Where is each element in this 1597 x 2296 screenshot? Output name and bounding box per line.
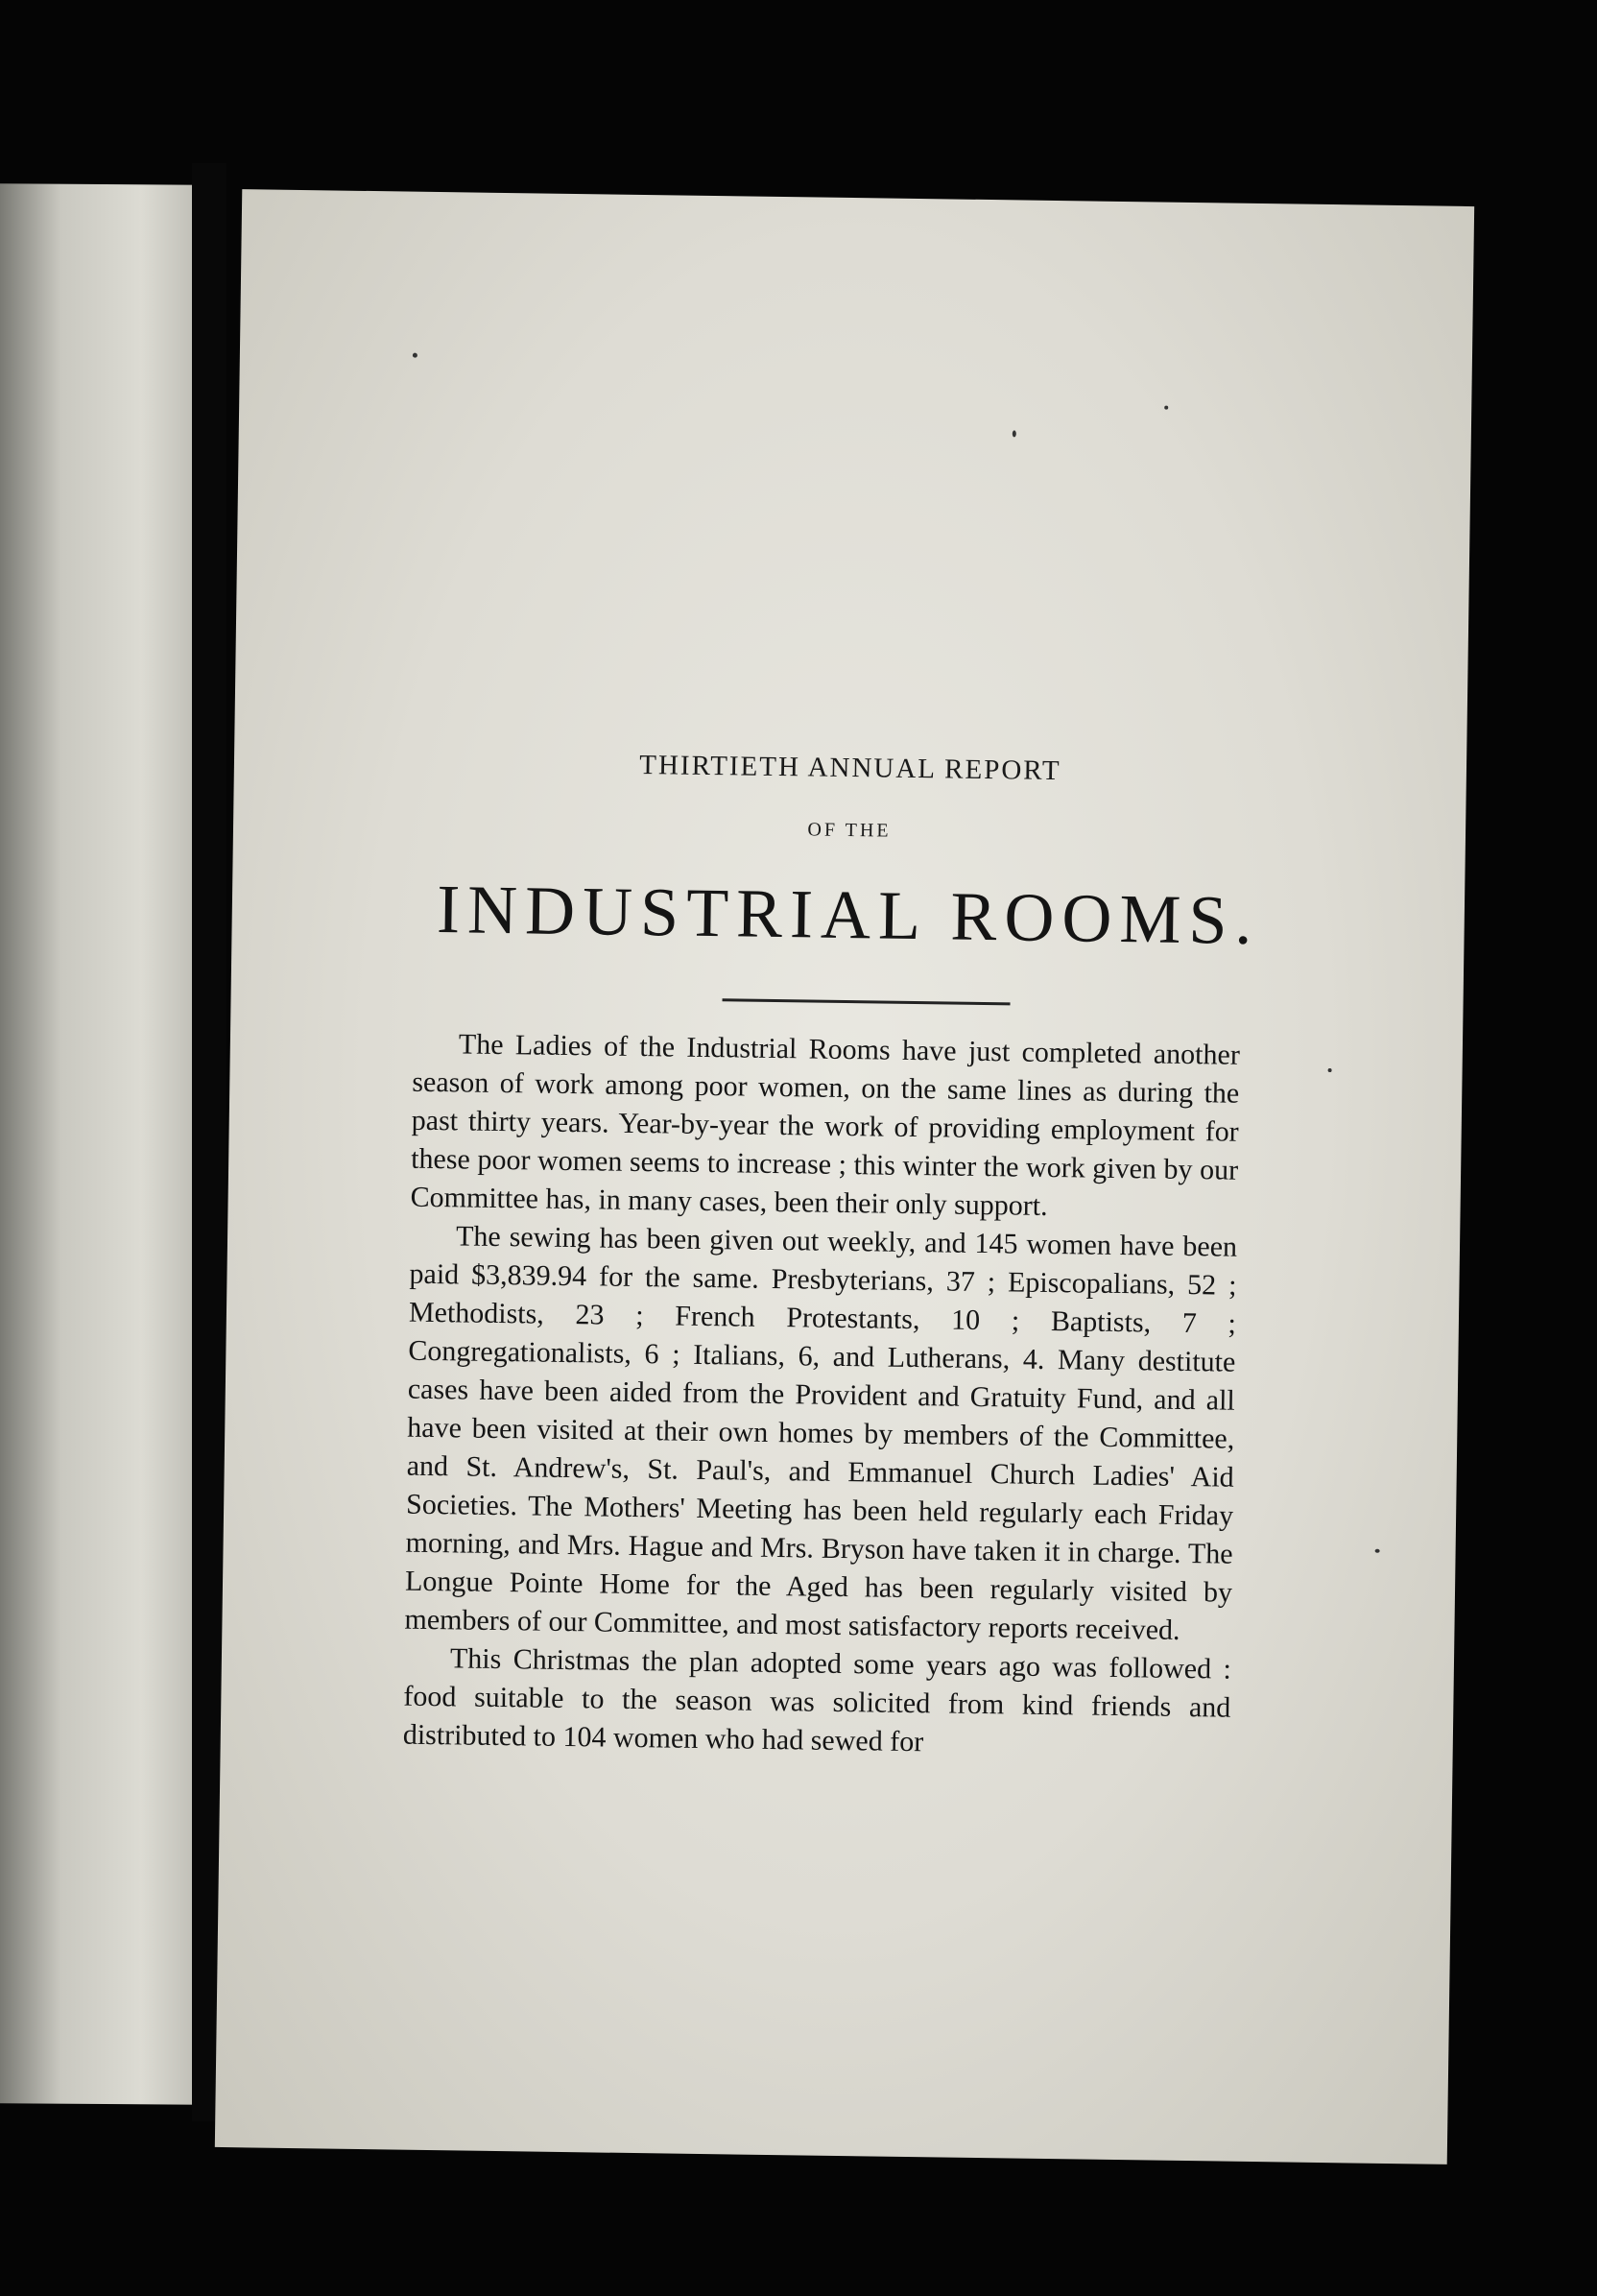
paragraph-3: This Christmas the plan adopted some years ago was followed : food suitable to the season was solicited from kind friends and distributed to 104 women who had sewed for [402,1642,1232,1758]
paragraph-2: The sewing has been given out weekly, and 145 women have been paid $3,839.94 for the same. Presbyterians, 37 ; Episcopalians, 52 ; Methodists, 23 ; French Protestants, 10 ; Baptists, 7 ; Congregationalists, 6 ; Italians, 6, and Lutherans, 4. Many destitute cases have been aided from the Provident and Gratuity Fund, and all have been visited at their own homes by members of the Committee, and St. Andrew's, St. Paul's, and Emmanuel Church Ladies' Aid Societies. The Mothers' Meeting has been held regularly each Friday morning, and Mrs. Hague and Mrs. Bryson have taken it in charge. The Longue Pointe Home for the Aged has been regularly visited by members of our Committee, and most satisfactory reports received. [404,1220,1238,1646]
document-page [215,189,1474,2164]
report-body [403,1025,1241,1766]
paper-speck [413,353,417,358]
paper-speck [1328,1068,1332,1072]
paragraph-1: The Ladies of the Industrial Rooms have just completed another season of work among poor women, on the same lines as during the past thirty years. Year-by-year the work of providing employment for these poor women seems to increase ; this winter the work given by our Committee has, in many cases, been their only support. [410,1028,1241,1222]
paper-speck [1375,1549,1380,1553]
report-subheading: OF THE [807,819,892,842]
paper-speck [1164,406,1168,410]
paper-speck [1013,430,1016,437]
page-title: INDUSTRIAL ROOMS. [436,871,1261,960]
report-heading: THIRTIETH ANNUAL REPORT [639,749,1061,787]
title-rule [723,998,1011,1005]
facing-page-edge [0,183,202,2104]
